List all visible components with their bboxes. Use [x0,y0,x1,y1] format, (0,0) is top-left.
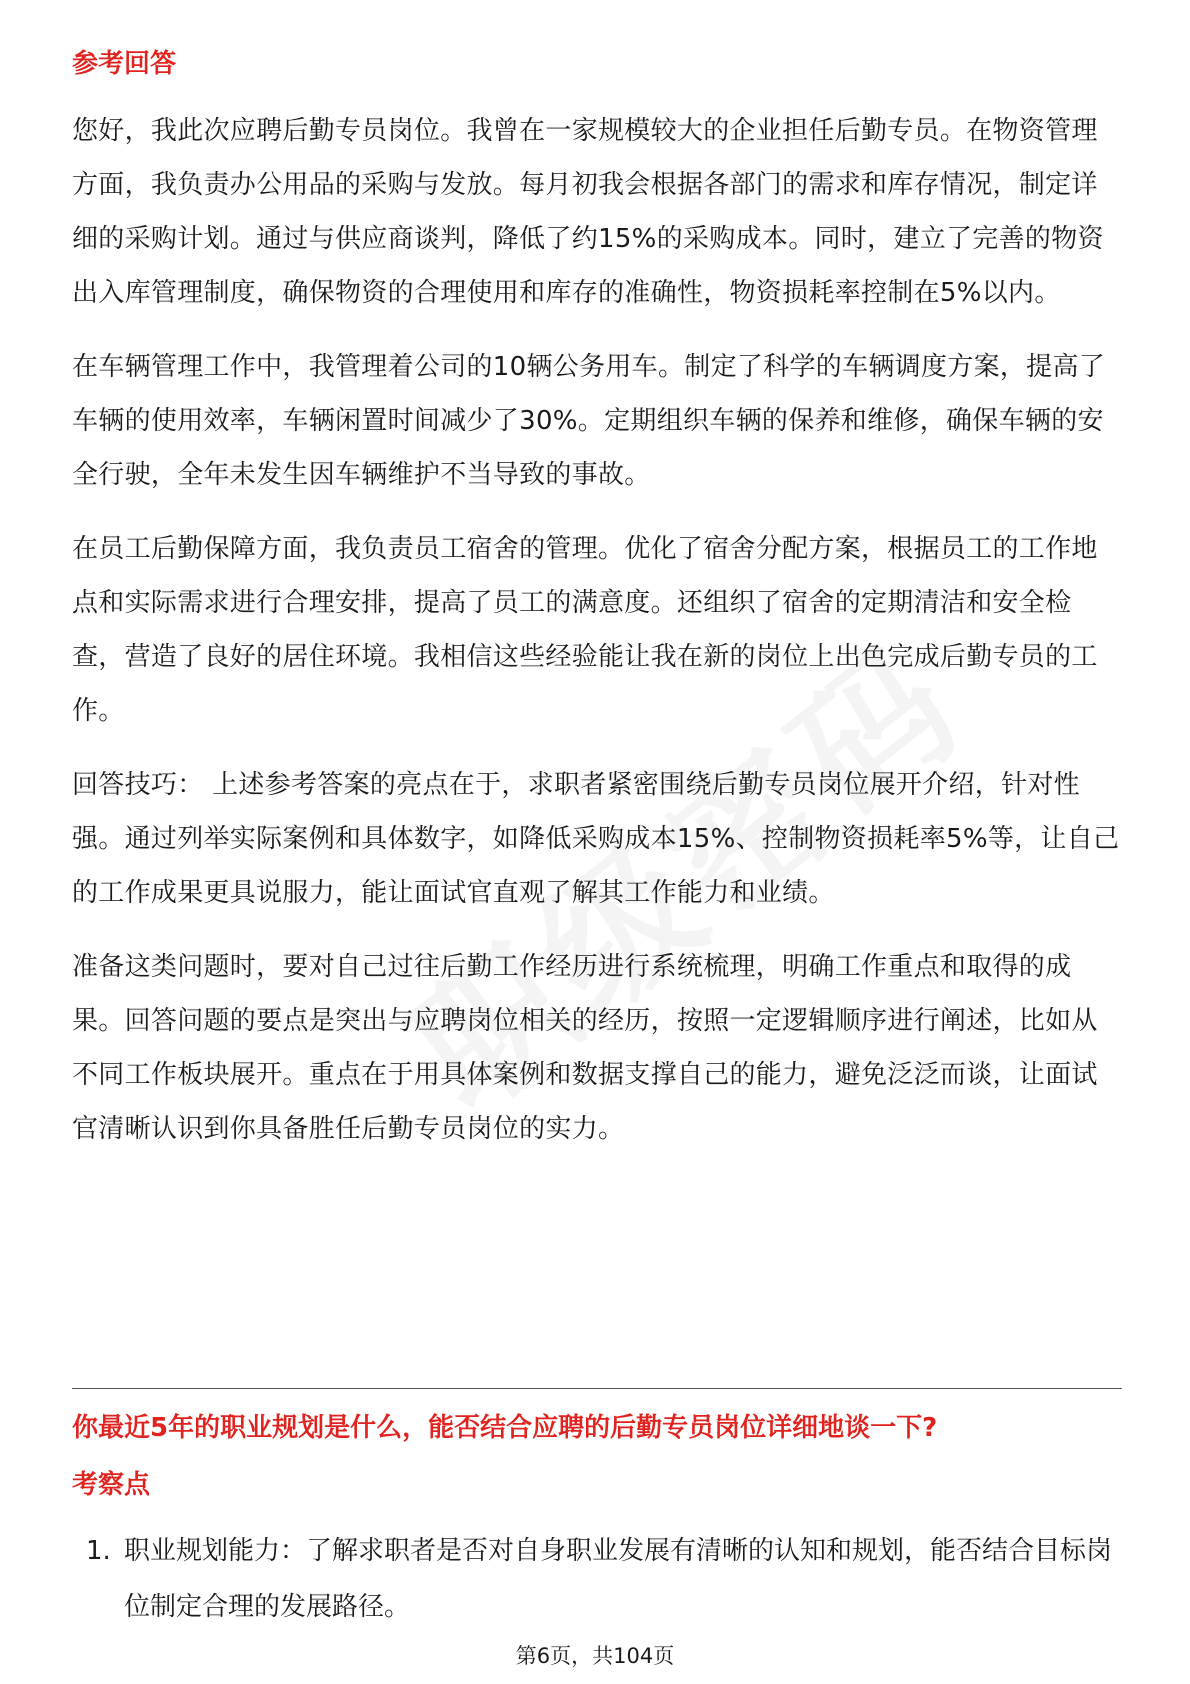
answer-paragraph: 准备这类问题时，要对自己过往后勤工作经历进行系统梳理，明确工作重点和取得的成果。回答问题的要点是突出与应聘岗位相关的经历，按照一定逻辑顺序进行阐述，比如从不同工作板块展开。重点在于用具体案例和数据支撑自己的能力，避免泛泛而谈，让面试官清晰认识到你具备胜任后勤专员岗位的实力。 [72,952,1098,1144]
assessment-points-list [72,1523,1122,1635]
answer-paragraph: 您好，我此次应聘后勤专员岗位。我曾在一家规模较大的企业担任后勤专员。在物资管理方面，我负责办公用品的采购与发放。每月初我会根据各部门的需求和库存情况，制定详细的采购计划。通过与供应商谈判，降低了约15%的采购成本。同时，建立了完善的物资出入库管理制度，确保物资的合理使用和库存的准确性，物资损耗率控制在5%以内。 [72,116,1104,308]
assessment-points-title: 考察点 [72,1470,151,1500]
list-item-number: 1. [86,1536,111,1566]
reference-answer-title: 参考回答 [72,49,177,79]
section-divider [72,1388,1122,1389]
reference-answer-section [72,44,1122,1156]
list-item [72,1523,1122,1635]
answer-tips-paragraph: 回答技巧： 上述参考答案的亮点在于，求职者紧密围绕后勤专员岗位展开介绍，针对性强。通过列举实际案例和具体数字，如降低采购成本15%、控制物资损耗率5%等，让自己的工作成果更具说服力，能让面试官直观了解其工作能力和业绩。 [72,770,1120,908]
list-item-text: 职业规划能力：了解求职者是否对自身职业发展有清晰的认知和规划，能否结合目标岗位制定合理的发展路径。 [124,1536,1113,1622]
question-title: 你最近5年的职业规划是什么，能否结合应聘的后勤专员岗位详细地谈一下? [72,1413,938,1443]
page-number: 第6页，共104页 [515,1644,675,1668]
answer-paragraph: 在员工后勤保障方面，我负责员工宿舍的管理。优化了宿舍分配方案，根据员工的工作地点和实际需求进行合理安排，提高了员工的满意度。还组织了宿舍的定期清洁和安全检查，营造了良好的居住环境。我相信这些经验能让我在新的岗位上出色完成后勤专员的工作。 [72,534,1098,726]
answer-paragraph: 在车辆管理工作中，我管理着公司的10辆公务用车。制定了科学的车辆调度方案，提高了车辆的使用效率，车辆闲置时间减少了30%。定期组织车辆的保养和维修，确保车辆的安全行驶，全年未发生因车辆维护不当导致的事故。 [72,352,1106,490]
